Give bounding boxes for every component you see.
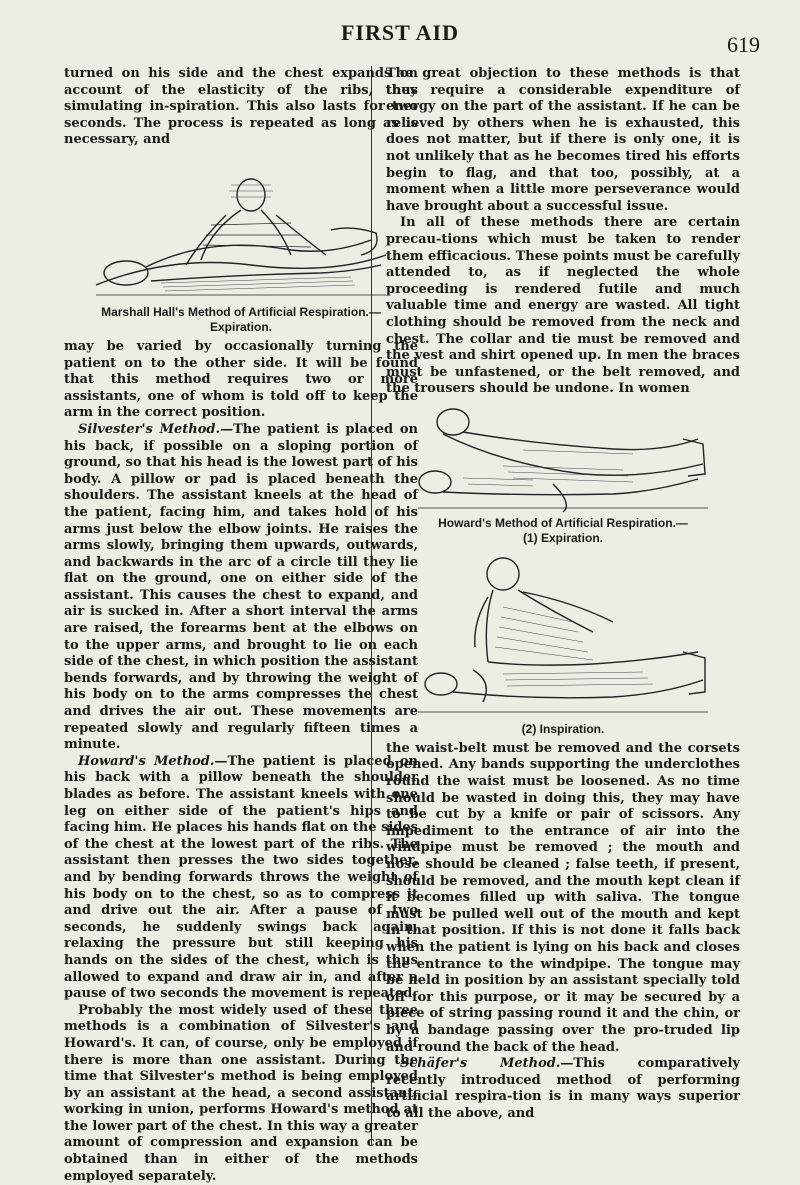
- caption-line: Howard's Method of Artificial Respiration.—: [438, 515, 688, 530]
- paragraph: turned on his side and the chest expands on account of the elasticity of the ribs, thus simulating in-spiration. This also lasts for two seconds. The process is repeated as long as is necessary, and: [64, 66, 418, 148]
- paragraph-text: —This comparatively recently introduced method of performing artificial respira-tion is in many ways superior to all the above, and: [386, 1056, 741, 1121]
- figure-caption: [64, 305, 418, 335]
- section-title: Schäfer's Method.: [400, 1056, 561, 1072]
- paragraph-silvester: [64, 422, 418, 754]
- figure-marshall-hall: [64, 155, 418, 335]
- marshall-hall-illustration: [91, 155, 391, 305]
- howard-inspiration-illustration: [413, 552, 713, 722]
- howard-expiration-illustration: [413, 404, 713, 516]
- caption-line: (1) Expiration.: [522, 530, 603, 545]
- paragraph: may be varied by occasionally turning the patient on to the other side. It will be found that this method requires two or more assistants, one of whom is told off to keep the arm in the correct position.: [64, 338, 418, 421]
- paragraph-text: —The patient is placed on his back, if possible on a sloping portion of ground, so that his head is the lowest part of his body. A pillow or pad is placed beneath the shoulders. The assistant kneels at the head of the patient, facing him, and takes hold of his arms just below the elbow joints. He raises the arms slowly, bringing them upwards, outwards, and backwards in the arc of a circle till they lie flat on the ground, one on either side of the assistant. This causes the chest to expand, and air is sucked in. After a short interval the arms are raised, the forearms bent at the elbows on to the upper arms, and brought to lie on each side of the chest, in which position the assistant bends forwards, and by throwing the weight of his body on to the arms compresses the chest and drives the air out. These movements are repeated slowly and regularly fifteen times a minute.: [64, 421, 419, 753]
- left-column: [64, 66, 418, 1185]
- figure-howard-expiration: [386, 404, 740, 546]
- figure-caption: [386, 516, 740, 546]
- paragraph: the waist-belt must be removed and the corsets opened. Any bands supporting the underclothes round the waist must be loosened. As no time should be wasted in doing this, they may have to be cut by a knife or pair of scissors. Any impediment to the entrance of air into the windpipe must be removed ; the mouth and nose should be cleaned ; false teeth, if present, should be removed, and the mouth kept clean if it becomes filled up with saliva. The tongue must be pulled well out of the mouth and kept in that position. If this is not done it falls back when the patient is lying on his back and closes the entrance to the windpipe. The tongue may be held in position by an assistant specially told off for this purpose, or it may be secured by a piece of string passing round it and the chin, or by a bandage passing over the pro-truded lip and round the back of the head.: [386, 740, 740, 1055]
- paragraph: The great objection to these methods is that they require a considerable expenditure of energy on the part of the assistant. If he can be relieved by others when he is exhausted, this does not matter, but if there is only one, it is not unlikely that as he becomes tired his efforts begin to flag, and that too, possibly, at a moment when a little more perseverance would have brought about a successful issue.: [386, 66, 740, 214]
- paragraph-text: —The patient is placed on his back with a pillow beneath the shoulder blades as before. The assistant kneels with one leg on either side of the patient's hips and facing him. He places his hands flat on the sides of the chest at the lowest part of the ribs. The assistant then presses the two sides together, and by bending forwards throws the weight of his body on to the chest, so as to compress it and drive out the air. After a pause of two seconds, he suddenly swings back again, relaxing the pressure but still keeping his hands on the sides of the chest, which is thus allowed to expand and draw air in, and after a pause of two seconds the movement is repeated.: [64, 753, 418, 1002]
- caption-line: Marshall Hall's Method of Artificial Respiration.—: [101, 304, 381, 319]
- figure-caption: (2) Inspiration.: [521, 721, 605, 736]
- right-column: [386, 66, 740, 1123]
- page-number: 619: [727, 32, 760, 57]
- paragraph: Probably the most widely used of these three methods is a combination of Silvester's and Howard's. It can, of course, only be employed if there is more than one assistant. During the time that Silvester's method is being employed by an assistant at the head, a second assistant, working in union, performs Howard's method at the lower part of the chest. In this way a greater amount of compression and expansion can be obtained than in either of the methods employed separately.: [64, 1002, 418, 1184]
- section-title: Silvester's Method.: [78, 421, 221, 437]
- paragraph: In all of these methods there are certain precau-tions which must be taken to render them efficacious. These points must be carefully attended to, as if neglected the whole proceeding is rendered futile and much valuable time and energy are wasted. All tight clothing should be removed from the neck and chest. The collar and tie must be removed and the vest and shirt opened up. In men the braces must be unfastened, or the belt removed, and the trousers should be undone. In women: [386, 215, 740, 397]
- paragraph-schafer: [386, 1056, 740, 1122]
- paragraph-howard: [64, 754, 418, 1003]
- caption-line: Expiration.: [209, 319, 272, 334]
- running-head: FIRST AID: [340, 20, 460, 45]
- figure-howard-inspiration: [386, 552, 740, 737]
- section-title: Howard's Method.: [78, 753, 215, 769]
